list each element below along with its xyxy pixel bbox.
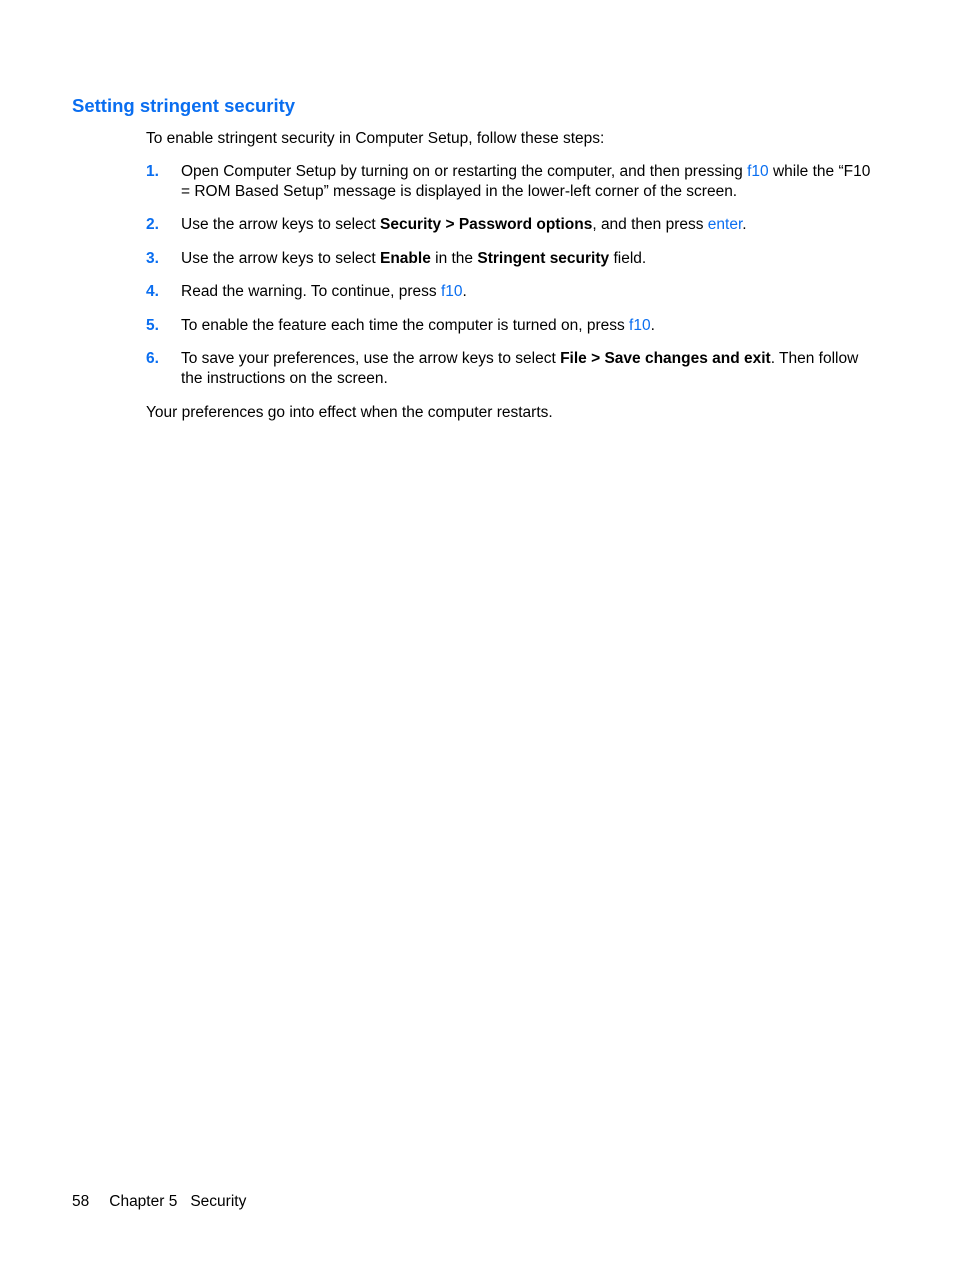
key-f10: f10 — [629, 316, 651, 334]
step-number: 3. — [146, 249, 159, 267]
steps-list — [146, 162, 876, 388]
step-3 — [146, 249, 876, 269]
step-number: 6. — [146, 350, 159, 367]
step-text: Open Computer Setup by turning on or restarting the computer, and then pressing — [181, 163, 748, 180]
step-text: . — [650, 316, 655, 334]
step-text: . Then follow the instructions on the screen. — [181, 350, 859, 387]
option-name: Enable — [380, 249, 431, 267]
step-text: Use the arrow keys to select — [181, 216, 380, 233]
step-text: , and then press — [592, 216, 708, 233]
page-footer — [72, 1192, 246, 1212]
intro-text: To enable stringent security in Computer Setup, follow these steps: — [146, 130, 605, 147]
outro-text: Your preferences go into effect when the computer restarts. — [146, 404, 553, 421]
step-number: 5. — [146, 316, 159, 334]
step-text: in the — [430, 249, 478, 267]
step-text: Use the arrow keys to select — [181, 249, 380, 267]
step-text: To save your preferences, use the arrow keys to select — [181, 350, 561, 367]
step-number: 1. — [146, 163, 159, 180]
field-name: Stringent security — [477, 249, 610, 267]
step-text: field. — [609, 249, 647, 267]
step-6 — [146, 349, 876, 388]
menu-path: Security > Password options — [380, 216, 593, 233]
step-4 — [146, 282, 876, 302]
key-f10: f10 — [747, 163, 769, 180]
chapter-label: Chapter 5 — [109, 1193, 178, 1210]
step-text: Read the warning. To continue, press — [181, 283, 441, 300]
menu-path: File > Save changes and exit — [560, 350, 771, 367]
section-title: Setting stringent security — [72, 95, 296, 116]
step-text: . — [742, 216, 747, 233]
page-number: 58 — [72, 1193, 90, 1210]
step-text: To enable the feature each time the computer is turned on, press — [181, 316, 630, 334]
key-f10: f10 — [440, 283, 463, 300]
step-5 — [146, 316, 876, 336]
step-text: . — [462, 283, 467, 300]
step-text: while the “F10 = ROM Based Setup” message is displayed in the lower-left corner of the screen. — [181, 163, 871, 200]
step-2 — [146, 215, 876, 235]
key-enter: enter — [707, 216, 743, 233]
step-1 — [146, 162, 876, 201]
step-number: 4. — [146, 283, 159, 300]
chapter-title: Security — [190, 1193, 247, 1210]
step-number: 2. — [146, 216, 159, 233]
